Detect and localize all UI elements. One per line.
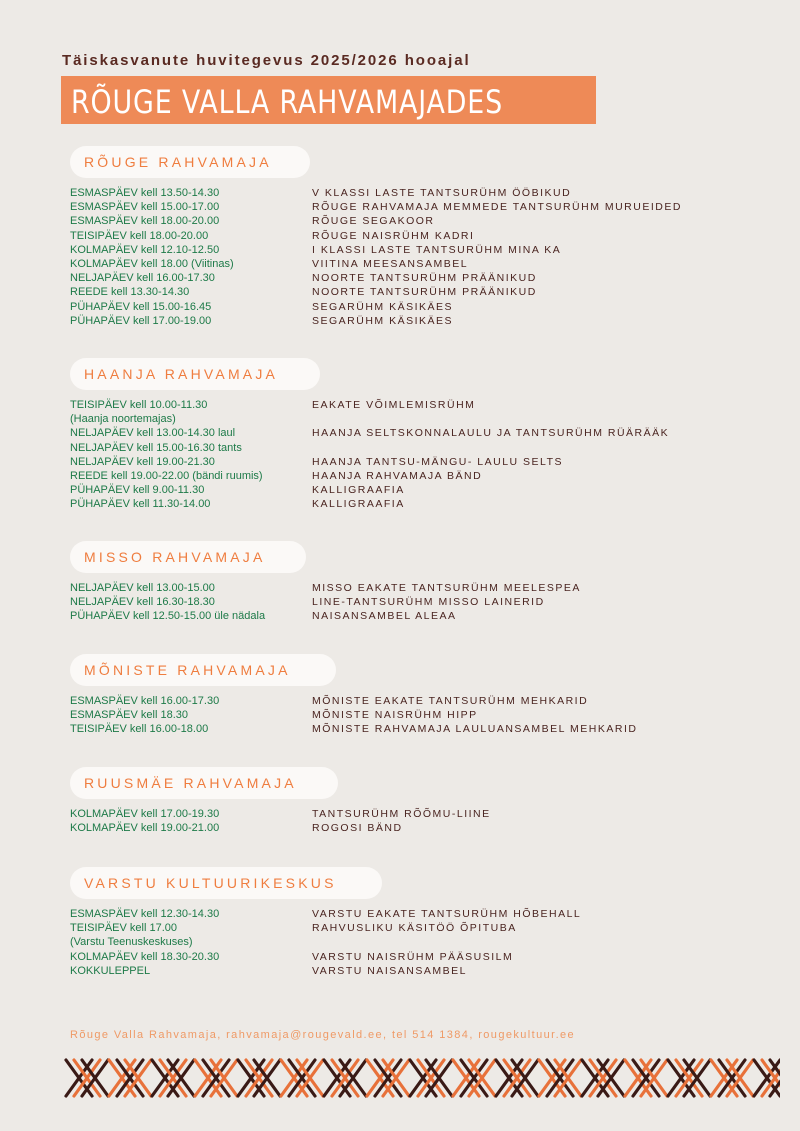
section-title: VARSTU KULTUURIKESKUS: [70, 867, 382, 899]
schedule-time: ESMASPÄEV kell 12.30-14.30: [70, 908, 220, 920]
schedule-time: ESMASPÄEV kell 16.00-17.30: [70, 695, 220, 707]
group-name: I KLASSI LASTE TANTSURÜHM MINA KA: [312, 243, 562, 256]
schedule-row: [70, 935, 770, 949]
schedule-time: NELJAPÄEV kell 15.00-16.30 tants: [70, 441, 242, 454]
section-title: RÕUGE RAHVAMAJA: [70, 146, 310, 178]
schedule-row: [70, 483, 770, 497]
group-name: EAKATE VÕIMLEMISRÜHM: [312, 399, 476, 411]
group-name: SEGARÜHM KÄSIKÄES: [312, 300, 454, 313]
group-name: HAANJA SELTSKONNALAULU JA TANTSURÜHM RÜÄRÄÄK: [312, 427, 670, 440]
group-name: RÕUGE SEGAKOOR: [312, 215, 435, 228]
group-name: NOORTE TANTSURÜHM PRÄÄNIKUD: [312, 272, 537, 285]
schedule-row: [70, 964, 770, 978]
group-name: MÕNISTE RAHVAMAJA LAULUANSAMBEL MEHKARID: [312, 723, 638, 736]
schedule-list: [70, 694, 770, 737]
group-name: MÕNISTE NAISRÜHM HIPP: [312, 709, 478, 722]
group-name: VIITINA MEESANSAMBEL: [312, 257, 469, 270]
schedule-row: [70, 426, 770, 440]
schedule-time: KOLMAPÄEV kell 18.00 (Viitinas): [70, 257, 234, 270]
schedule-row: [70, 708, 770, 722]
schedule-row: [70, 229, 770, 243]
footer-contact: Rõuge Valla Rahvamaja, rahvamaja@rougevald.ee, tel 514 1384, rougekultuur.ee: [70, 1029, 576, 1041]
schedule-row: [70, 441, 770, 455]
schedule-row: [70, 314, 770, 328]
group-name: ROGOSI BÄND: [312, 822, 403, 835]
section-title: MISSO RAHVAMAJA: [70, 541, 306, 573]
schedule-time: KOKKULEPPEL: [70, 964, 151, 977]
schedule-row: [70, 694, 770, 708]
schedule-time: NELJAPÄEV kell 13.00-14.30 laul: [70, 427, 236, 440]
group-name: KALLIGRAAFIA: [312, 484, 405, 497]
schedule-time: REEDE kell 13.30-14.30: [70, 286, 190, 299]
group-name: HAANJA TANTSU-MÄNGU- LAULU SELTS: [312, 455, 564, 468]
schedule-time: KOLMAPÄEV kell 19.00-21.00: [70, 822, 220, 835]
schedule-time: NELJAPÄEV kell 13.00-15.00: [70, 582, 215, 594]
group-name: LINE-TANTSURÜHM MISSO LAINERID: [312, 596, 545, 609]
schedule-row: [70, 200, 770, 214]
schedule-row: [70, 821, 770, 835]
schedule-row: [70, 497, 770, 511]
schedule-row: [70, 722, 770, 736]
schedule-row: [70, 609, 770, 623]
schedule-row: [70, 398, 770, 412]
schedule-row: [70, 595, 770, 609]
schedule-row: [70, 581, 770, 595]
schedule-row: [70, 285, 770, 299]
schedule-row: [70, 271, 770, 285]
group-name: KALLIGRAAFIA: [312, 498, 405, 511]
group-name: TANTSURÜHM RÕÕMU-LIINE: [312, 808, 491, 820]
schedule-time: KOLMAPÄEV kell 17.00-19.30: [70, 808, 220, 820]
schedule-row: [70, 186, 770, 200]
schedule-row: [70, 300, 770, 314]
schedule-list: [70, 398, 770, 512]
schedule-row: [70, 243, 770, 257]
schedule-time: KOLMAPÄEV kell 12.10-12.50: [70, 243, 220, 256]
schedule-row: [70, 455, 770, 469]
group-name: RÕUGE NAISRÜHM KADRI: [312, 229, 475, 242]
schedule-time: ESMASPÄEV kell 13.50-14.30: [70, 187, 220, 199]
schedule-time: NELJAPÄEV kell 16.30-18.30: [70, 596, 215, 609]
schedule-row: [70, 469, 770, 483]
poster-subtitle: Täiskasvanute huvitegevus 2025/2026 hooajal: [62, 52, 471, 69]
group-name: VARSTU NAISRÜHM PÄÄSUSILM: [312, 950, 514, 963]
schedule-list: [70, 186, 770, 328]
schedule-time: PÜHAPÄEV kell 11.30-14.00: [70, 498, 211, 511]
section-title: MÕNISTE RAHVAMAJA: [70, 654, 336, 686]
group-name: MÕNISTE EAKATE TANTSURÜHM MEHKARID: [312, 695, 589, 707]
schedule-time: PÜHAPÄEV kell 15.00-16.45: [70, 300, 212, 313]
schedule-time: TEISIPÄEV kell 16.00-18.00: [70, 723, 209, 736]
schedule-time: NELJAPÄEV kell 16.00-17.30: [70, 272, 215, 285]
schedule-time: TEISIPÄEV kell 10.00-11.30: [70, 399, 208, 411]
schedule-time: (Varstu Teenuskeskuses): [70, 936, 193, 949]
schedule-list: [70, 907, 770, 978]
schedule-time: PÜHAPÄEV kell 12.50-15.00 üle nädala: [70, 610, 266, 623]
schedule-time: KOLMAPÄEV kell 18.30-20.30: [70, 950, 220, 963]
section-title: RUUSMÄE RAHVAMAJA: [70, 767, 338, 799]
group-name: HAANJA RAHVAMAJA BÄND: [312, 469, 483, 482]
schedule-row: [70, 921, 770, 935]
group-name: V KLASSI LASTE TANTSURÜHM ÖÖBIKUD: [312, 187, 572, 199]
schedule-list: [70, 807, 770, 835]
group-name: NAISANSAMBEL ALEAA: [312, 610, 457, 623]
group-name: MISSO EAKATE TANTSURÜHM MEELESPEA: [312, 582, 581, 594]
group-name: RÕUGE RAHVAMAJA MEMMEDE TANTSURÜHM MURUEIDED: [312, 201, 682, 214]
group-name: SEGARÜHM KÄSIKÄES: [312, 314, 454, 327]
group-name: VARSTU EAKATE TANTSURÜHM HÕBEHALL: [312, 908, 582, 920]
schedule-time: NELJAPÄEV kell 19.00-21.30: [70, 455, 215, 468]
schedule-time: PÜHAPÄEV kell 9.00-11.30: [70, 484, 205, 497]
schedule-row: [70, 907, 770, 921]
schedule-row: [70, 950, 770, 964]
group-name: VARSTU NAISANSAMBEL: [312, 964, 467, 977]
schedule-list: [70, 581, 770, 624]
schedule-row: [70, 807, 770, 821]
schedule-time: ESMASPÄEV kell 18.00-20.00: [70, 215, 220, 228]
group-name: RAHVUSLIKU KÄSITÖÖ ÕPITUBA: [312, 922, 517, 935]
group-name: NOORTE TANTSURÜHM PRÄÄNIKUD: [312, 286, 537, 299]
schedule-time: ESMASPÄEV kell 15.00-17.00: [70, 201, 220, 214]
banner-title: RÕUGE VALLA RAHVAMAJADES: [71, 83, 503, 121]
schedule-time: PÜHAPÄEV kell 17.00-19.00: [70, 314, 212, 327]
schedule-time: ESMASPÄEV kell 18.30: [70, 709, 189, 722]
schedule-row: [70, 412, 770, 426]
schedule-row: [70, 214, 770, 228]
schedule-time: REEDE kell 19.00-22.00 (bändi ruumis): [70, 469, 263, 482]
cross-stitch-pattern-icon: [60, 1056, 780, 1100]
schedule-time: TEISIPÄEV kell 17.00: [70, 922, 177, 935]
schedule-time: TEISIPÄEV kell 18.00-20.00: [70, 229, 209, 242]
schedule-time: (Haanja noortemajas): [70, 413, 176, 426]
schedule-row: [70, 257, 770, 271]
section-title: HAANJA RAHVAMAJA: [70, 358, 320, 390]
title-banner: [61, 76, 596, 124]
